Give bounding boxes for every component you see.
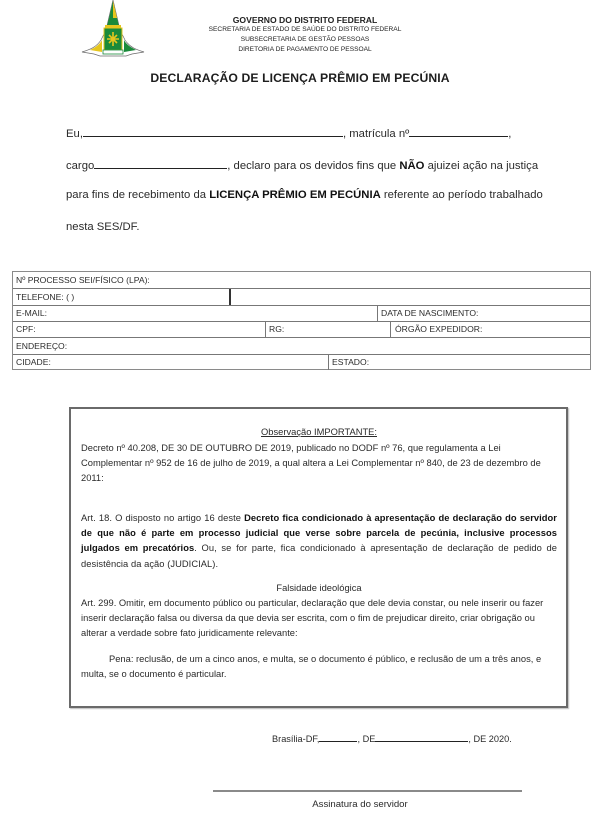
name-field[interactable] bbox=[83, 125, 343, 137]
table-row bbox=[13, 355, 590, 370]
day-field[interactable] bbox=[319, 732, 357, 742]
place-label: Brasília-DF, bbox=[272, 734, 320, 744]
phone-label: TELEFONE: ( ) bbox=[16, 292, 75, 302]
signature-label: Assinatura do servidor bbox=[312, 799, 408, 810]
email-field[interactable] bbox=[13, 306, 377, 321]
declaration-line-name bbox=[66, 125, 511, 140]
art299-paragraph: Art. 299. Omitir, em documento público ou particular, declaração que dele devia constar, ou nele inserir ou fazer inserir declaração falsa ou diversa da que devia ser escrita, com o fim de prejudicar direito, criar obrigação ou alterar a verdade sobre fato juridicamente relevante: bbox=[81, 598, 544, 639]
state-field[interactable] bbox=[328, 355, 590, 370]
art18-suffix: . Ou, se for parte, fica condicionado à apresentação de declaração de pedido de desistência da ação (JUDICIAL). bbox=[81, 543, 557, 569]
month-field[interactable] bbox=[375, 732, 468, 742]
position-field[interactable] bbox=[94, 157, 227, 169]
cargo-label: cargo bbox=[66, 160, 95, 172]
declare-text-end: ajuizei ação na justiça bbox=[424, 160, 539, 172]
table-row bbox=[13, 306, 590, 322]
decreto-paragraph: Decreto nº 40.208, DE 30 DE OUTUBRO DE 2019, publicado no DODF nº 76, que regulamenta a Lei Complementar nº 952 de 16 de julho de 2019, a qual altera a Lei Complementar nº 840, de 23 de dezembro de 2011: bbox=[81, 443, 541, 484]
gdf-logo bbox=[80, 0, 146, 60]
phone-field[interactable] bbox=[13, 289, 229, 305]
issuer-field[interactable] bbox=[390, 322, 590, 337]
line1-suffix: , bbox=[508, 128, 512, 140]
document-title: DECLARAÇÃO DE LICENÇA PRÊMIO EM PECÚNIA bbox=[150, 71, 450, 85]
header-government: GOVERNO DO DISTRITO FEDERAL bbox=[232, 15, 378, 25]
purpose-text: para fins de recebimento da bbox=[66, 189, 210, 201]
phone-extra-field[interactable] bbox=[229, 289, 590, 305]
process-field[interactable] bbox=[13, 272, 590, 288]
rg-field[interactable] bbox=[265, 322, 390, 337]
table-row bbox=[13, 322, 590, 338]
address-label: ENDEREÇO: bbox=[16, 341, 68, 351]
signature-line[interactable] bbox=[213, 790, 522, 792]
header-secretariat: SECRETARIA DE ESTADO DE SAÚDE DO DISTRITO FEDERAL bbox=[208, 26, 402, 33]
personal-data-table bbox=[12, 271, 591, 370]
observation-title: Observação IMPORTANTE: bbox=[261, 427, 377, 437]
licenca-emphasis: LICENÇA PRÊMIO EM PECÚNIA bbox=[209, 189, 381, 201]
birth-date-field[interactable] bbox=[377, 306, 590, 321]
falsidade-title: Falsidade ideológica bbox=[276, 583, 362, 593]
city-field[interactable] bbox=[13, 355, 328, 370]
rg-label: RG: bbox=[269, 324, 285, 334]
process-label: Nº PROCESSO SEI/FÍSICO (LPA): bbox=[16, 275, 150, 285]
purpose-text-end: referente ao período trabalhado bbox=[380, 189, 543, 201]
cpf-field[interactable] bbox=[13, 322, 265, 337]
address-field[interactable] bbox=[13, 338, 590, 354]
header-directorate: DIRETORIA DE PAGAMENTO DE PESSOAL bbox=[238, 46, 372, 53]
pena-paragraph: Pena: reclusão, de um a cinco anos, e multa, se o documento é público, e reclusão de um a três anos, e multa, se o documento é particular. bbox=[81, 654, 542, 680]
brasilia-coat-of-arms-icon bbox=[80, 0, 146, 60]
registration-field[interactable] bbox=[409, 125, 508, 137]
art18-prefix: Art. 18. O disposto no artigo 16 deste bbox=[81, 513, 245, 523]
state-label: ESTADO: bbox=[332, 357, 370, 367]
header-subsecretariat: SUBSECRETARIA DE GESTÃO PESSOAS bbox=[240, 36, 370, 43]
declare-text: , declaro para os devidos fins que bbox=[227, 160, 400, 172]
birth-date-label: DATA DE NASCIMENTO: bbox=[381, 308, 479, 318]
art18-emphasis: Decreto fica condicionado à apresentação de declaração do servidor de que não é parte em processo judicial que verse sobre parcela de pecúnia, inclusive processos julgados em precatórios bbox=[81, 513, 557, 554]
issuer-label: ÓRGÃO EXPEDIDOR: bbox=[395, 324, 483, 334]
table-row bbox=[13, 289, 590, 306]
art18-paragraph bbox=[81, 511, 557, 572]
eu-label: Eu, bbox=[66, 128, 83, 140]
observation-box bbox=[69, 407, 568, 708]
declaration-line-end: nesta SES/DF. bbox=[66, 221, 140, 233]
declaration-line-position bbox=[66, 157, 538, 172]
email-label: E-MAIL: bbox=[16, 308, 48, 318]
table-row bbox=[13, 338, 590, 355]
cpf-label: CPF: bbox=[16, 324, 36, 334]
year-label: , DE 2020. bbox=[468, 734, 512, 744]
city-label: CIDADE: bbox=[16, 357, 51, 367]
de-label: , DE bbox=[357, 734, 376, 744]
declaration-line-purpose bbox=[66, 189, 543, 201]
registration-label: , matrícula nº bbox=[342, 128, 410, 140]
date-line bbox=[272, 732, 512, 744]
table-row bbox=[13, 272, 590, 289]
nao-emphasis: NÃO bbox=[399, 160, 425, 172]
